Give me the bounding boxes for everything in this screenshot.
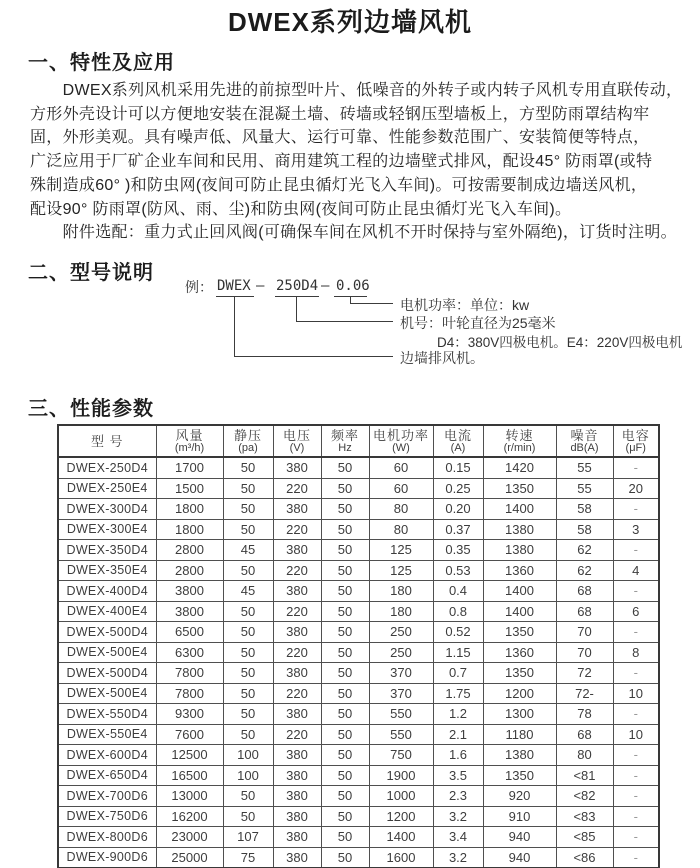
cell-current: 0.15 <box>433 457 483 478</box>
cell-speed: 1360 <box>483 560 556 581</box>
cell-model: DWEX-300D4 <box>58 499 156 520</box>
paragraph-line: 广泛应用于厂矿企业车间和民用、商用建筑工程的边墙壁式排风，配设45° 防雨罩(或特 <box>30 153 653 171</box>
cell-voltage: 220 <box>273 601 321 622</box>
paragraph-line: 方形外壳设计可以方便地安装在混凝土墙、砖墙或轻钢压型墙板上，方型防雨罩结构牢 <box>30 105 650 123</box>
section-heading-model: 二、型号说明 <box>28 262 154 284</box>
table-row <box>58 560 659 581</box>
cell-voltage: 220 <box>273 519 321 540</box>
cell-speed: 940 <box>483 827 556 848</box>
cell-model: DWEX-800D6 <box>58 827 156 848</box>
paragraph-line: 固，外形美观。具有噪声低、风量大、运行可靠、性能参数范围广、安装简便等特点， <box>30 129 650 147</box>
cell-frequency: 50 <box>321 457 369 478</box>
leader-type <box>234 356 393 357</box>
cell-noise: 58 <box>556 519 613 540</box>
table-row <box>58 642 659 663</box>
cell-noise: <85 <box>556 827 613 848</box>
cell-current: 0.8 <box>433 601 483 622</box>
column-unit: (pa) <box>238 441 258 454</box>
column-header <box>273 425 321 457</box>
table-header-row <box>58 425 659 457</box>
cell-airflow: 7800 <box>156 683 223 704</box>
cell-noise: 78 <box>556 704 613 725</box>
cell-noise: 55 <box>556 478 613 499</box>
column-header <box>613 425 659 457</box>
cell-current: 0.35 <box>433 540 483 561</box>
cell-motor-power: 80 <box>369 519 433 540</box>
cell-frequency: 50 <box>321 622 369 643</box>
cell-voltage: 380 <box>273 581 321 602</box>
cell-current: 3.5 <box>433 765 483 786</box>
cell-voltage: 220 <box>273 478 321 499</box>
cell-model: DWEX-900D6 <box>58 847 156 868</box>
cell-motor-power: 1400 <box>369 827 433 848</box>
cell-model: DWEX-500D4 <box>58 622 156 643</box>
cell-model: DWEX-250D4 <box>58 457 156 478</box>
cell-voltage: 380 <box>273 540 321 561</box>
cell-current: 1.6 <box>433 745 483 766</box>
cell-model: DWEX-550D4 <box>58 704 156 725</box>
column-header <box>58 425 156 457</box>
table-row <box>58 847 659 868</box>
paragraph-line: 附件选配：重力式止回风阀(可确保车间在风机不开时保持与室外隔绝)，订货时注明。 <box>30 224 677 242</box>
cell-noise: 68 <box>556 601 613 622</box>
cell-capacitor: 3 <box>613 519 659 540</box>
cell-model: DWEX-500D4 <box>58 663 156 684</box>
table-row <box>58 827 659 848</box>
column-title: 静压 <box>233 427 262 443</box>
cell-airflow: 3800 <box>156 601 223 622</box>
cell-airflow: 16500 <box>156 765 223 786</box>
table-row <box>58 622 659 643</box>
cell-voltage: 380 <box>273 806 321 827</box>
cell-capacitor: - <box>613 806 659 827</box>
model-example-power: 0.06 <box>336 278 370 294</box>
column-unit: (V) <box>289 441 305 454</box>
cell-noise: 62 <box>556 540 613 561</box>
cell-static-pressure: 50 <box>223 601 273 622</box>
cell-noise: 68 <box>556 724 613 745</box>
cell-speed: 1380 <box>483 540 556 561</box>
page-title: DWEX系列边墙风机 <box>227 7 472 37</box>
cell-model: DWEX-650D4 <box>58 765 156 786</box>
cell-model: DWEX-350D4 <box>58 540 156 561</box>
cell-airflow: 2800 <box>156 540 223 561</box>
cell-static-pressure: 75 <box>223 847 273 868</box>
cell-voltage: 380 <box>273 827 321 848</box>
cell-motor-power: 125 <box>369 560 433 581</box>
cell-capacitor: - <box>613 622 659 643</box>
column-unit: (r/min) <box>503 441 536 454</box>
cell-motor-power: 750 <box>369 745 433 766</box>
cell-voltage: 220 <box>273 724 321 745</box>
cell-model: DWEX-700D6 <box>58 786 156 807</box>
cell-voltage: 380 <box>273 847 321 868</box>
cell-model: DWEX-250E4 <box>58 478 156 499</box>
cell-static-pressure: 100 <box>223 745 273 766</box>
cell-current: 0.20 <box>433 499 483 520</box>
cell-motor-power: 1000 <box>369 786 433 807</box>
column-title: 转速 <box>505 427 534 443</box>
cell-current: 3.4 <box>433 827 483 848</box>
column-title: 型 号 <box>90 433 124 449</box>
cell-capacitor: - <box>613 745 659 766</box>
underline-series <box>216 296 254 297</box>
cell-current: 1.2 <box>433 704 483 725</box>
cell-motor-power: 250 <box>369 622 433 643</box>
cell-speed: 1350 <box>483 478 556 499</box>
cell-noise: <86 <box>556 847 613 868</box>
section-heading-features: 一、特性及应用 <box>28 52 175 74</box>
cell-capacitor: 10 <box>613 683 659 704</box>
cell-frequency: 50 <box>321 683 369 704</box>
table-row <box>58 581 659 602</box>
cell-noise: 72- <box>556 683 613 704</box>
cell-capacitor: - <box>613 786 659 807</box>
cell-speed: 1400 <box>483 581 556 602</box>
column-title: 风量 <box>175 427 204 443</box>
cell-model: DWEX-400D4 <box>58 581 156 602</box>
cell-static-pressure: 50 <box>223 704 273 725</box>
cell-voltage: 220 <box>273 683 321 704</box>
column-title: 电流 <box>443 427 472 443</box>
cell-frequency: 50 <box>321 786 369 807</box>
cell-frequency: 50 <box>321 601 369 622</box>
cell-airflow: 2800 <box>156 560 223 581</box>
cell-capacitor: - <box>613 457 659 478</box>
cell-capacitor: 8 <box>613 642 659 663</box>
cell-frequency: 50 <box>321 847 369 868</box>
column-unit: (W) <box>392 441 410 454</box>
cell-frequency: 50 <box>321 724 369 745</box>
cell-current: 1.75 <box>433 683 483 704</box>
cell-frequency: 50 <box>321 704 369 725</box>
cell-airflow: 1800 <box>156 499 223 520</box>
cell-motor-power: 250 <box>369 642 433 663</box>
cell-capacitor: - <box>613 847 659 868</box>
cell-frequency: 50 <box>321 540 369 561</box>
cell-current: 3.2 <box>433 847 483 868</box>
cell-motor-power: 1900 <box>369 765 433 786</box>
callout-motor-power: 电机功率：单位：kw <box>400 297 530 313</box>
cell-noise: 62 <box>556 560 613 581</box>
table-row <box>58 457 659 478</box>
cell-static-pressure: 50 <box>223 499 273 520</box>
cell-speed: 1180 <box>483 724 556 745</box>
cell-model: DWEX-500E4 <box>58 642 156 663</box>
table-row <box>58 683 659 704</box>
cell-speed: 1350 <box>483 663 556 684</box>
cell-airflow: 12500 <box>156 745 223 766</box>
cell-static-pressure: 50 <box>223 683 273 704</box>
cell-capacitor: 20 <box>613 478 659 499</box>
model-example-dash1: — <box>256 278 265 294</box>
cell-frequency: 50 <box>321 642 369 663</box>
cell-motor-power: 180 <box>369 581 433 602</box>
cell-static-pressure: 45 <box>223 581 273 602</box>
cell-noise: 68 <box>556 581 613 602</box>
cell-speed: 940 <box>483 847 556 868</box>
cell-noise: 72 <box>556 663 613 684</box>
leader-power <box>350 303 393 304</box>
cell-model: DWEX-550E4 <box>58 724 156 745</box>
cell-motor-power: 60 <box>369 457 433 478</box>
column-header <box>321 425 369 457</box>
table-row <box>58 806 659 827</box>
cell-motor-power: 125 <box>369 540 433 561</box>
underline-size <box>275 296 319 297</box>
cell-noise: <81 <box>556 765 613 786</box>
column-title: 频率 <box>330 427 359 443</box>
cell-speed: 1200 <box>483 683 556 704</box>
cell-current: 0.37 <box>433 519 483 540</box>
leader-size <box>296 321 393 322</box>
cell-capacitor: 4 <box>613 560 659 581</box>
cell-voltage: 220 <box>273 642 321 663</box>
cell-motor-power: 370 <box>369 663 433 684</box>
cell-current: 0.52 <box>433 622 483 643</box>
cell-current: 0.7 <box>433 663 483 684</box>
cell-speed: 1350 <box>483 622 556 643</box>
callout-fan-type: 边墙排风机。 <box>400 350 484 366</box>
cell-speed: 1380 <box>483 745 556 766</box>
column-header <box>369 425 433 457</box>
cell-airflow: 7600 <box>156 724 223 745</box>
table-row <box>58 786 659 807</box>
cell-model: DWEX-300E4 <box>58 519 156 540</box>
cell-frequency: 50 <box>321 519 369 540</box>
cell-voltage: 380 <box>273 457 321 478</box>
paragraph-line: 殊制造成60° )和防虫网(夜间可防止昆虫循灯光飞入车间)。可按需要制成边墙送风机， <box>30 176 648 194</box>
cell-capacitor: 6 <box>613 601 659 622</box>
model-example-series: DWEX <box>217 278 251 294</box>
column-header <box>156 425 223 457</box>
paragraph-line: DWEX系列风机采用先进的前掠型叶片、低噪音的外转子或内转子风机专用直联传动， <box>30 82 683 99</box>
section-heading-performance: 三、性能参数 <box>28 398 154 420</box>
cell-airflow: 13000 <box>156 786 223 807</box>
cell-frequency: 50 <box>321 663 369 684</box>
cell-voltage: 380 <box>273 663 321 684</box>
table-row <box>58 765 659 786</box>
cell-model: DWEX-350E4 <box>58 560 156 581</box>
cell-capacitor: - <box>613 581 659 602</box>
cell-noise: 80 <box>556 745 613 766</box>
table-row <box>58 663 659 684</box>
cell-model: DWEX-400E4 <box>58 601 156 622</box>
cell-voltage: 380 <box>273 499 321 520</box>
cell-noise: 70 <box>556 622 613 643</box>
cell-noise: <82 <box>556 786 613 807</box>
cell-capacitor: - <box>613 499 659 520</box>
cell-noise: 58 <box>556 499 613 520</box>
column-unit: (A) <box>450 441 466 454</box>
cell-airflow: 6500 <box>156 622 223 643</box>
cell-static-pressure: 50 <box>223 663 273 684</box>
cell-speed: 910 <box>483 806 556 827</box>
cell-frequency: 50 <box>321 478 369 499</box>
cell-capacitor: 10 <box>613 724 659 745</box>
cell-speed: 1350 <box>483 765 556 786</box>
cell-capacitor: - <box>613 765 659 786</box>
cell-noise: <83 <box>556 806 613 827</box>
cell-speed: 1380 <box>483 519 556 540</box>
cell-speed: 1360 <box>483 642 556 663</box>
table-row <box>58 704 659 725</box>
table-row <box>58 745 659 766</box>
cell-static-pressure: 50 <box>223 560 273 581</box>
connector-size-vertical <box>296 296 297 322</box>
cell-frequency: 50 <box>321 806 369 827</box>
cell-static-pressure: 45 <box>223 540 273 561</box>
cell-static-pressure: 50 <box>223 786 273 807</box>
cell-model: DWEX-600D4 <box>58 745 156 766</box>
cell-airflow: 9300 <box>156 704 223 725</box>
callout-motor-variants: D4：380V四极电机。E4：220V四极电机 <box>437 335 683 350</box>
cell-frequency: 50 <box>321 765 369 786</box>
cell-motor-power: 1600 <box>369 847 433 868</box>
features-paragraph <box>30 79 692 245</box>
cell-current: 0.53 <box>433 560 483 581</box>
cell-capacitor: - <box>613 827 659 848</box>
performance-table <box>57 424 660 868</box>
cell-static-pressure: 50 <box>223 642 273 663</box>
cell-static-pressure: 50 <box>223 724 273 745</box>
column-unit: dB(A) <box>570 441 599 454</box>
table-row <box>58 601 659 622</box>
cell-model: DWEX-500E4 <box>58 683 156 704</box>
cell-voltage: 220 <box>273 560 321 581</box>
cell-voltage: 380 <box>273 704 321 725</box>
column-header <box>556 425 613 457</box>
column-unit: (μF) <box>625 441 646 454</box>
cell-voltage: 380 <box>273 622 321 643</box>
table-body <box>58 457 659 868</box>
model-example-size: 250D4 <box>276 278 319 294</box>
cell-static-pressure: 50 <box>223 806 273 827</box>
cell-frequency: 50 <box>321 581 369 602</box>
cell-frequency: 50 <box>321 560 369 581</box>
cell-model: DWEX-750D6 <box>58 806 156 827</box>
connector-series-vertical <box>234 296 235 357</box>
cell-noise: 55 <box>556 457 613 478</box>
cell-airflow: 16200 <box>156 806 223 827</box>
cell-airflow: 23000 <box>156 827 223 848</box>
cell-speed: 1400 <box>483 499 556 520</box>
cell-airflow: 1500 <box>156 478 223 499</box>
table-row <box>58 499 659 520</box>
cell-static-pressure: 107 <box>223 827 273 848</box>
cell-static-pressure: 100 <box>223 765 273 786</box>
table-row <box>58 478 659 499</box>
cell-airflow: 1700 <box>156 457 223 478</box>
cell-current: 2.3 <box>433 786 483 807</box>
cell-current: 1.15 <box>433 642 483 663</box>
table-row <box>58 540 659 561</box>
cell-noise: 70 <box>556 642 613 663</box>
column-header <box>483 425 556 457</box>
cell-frequency: 50 <box>321 827 369 848</box>
cell-motor-power: 370 <box>369 683 433 704</box>
cell-voltage: 380 <box>273 745 321 766</box>
column-title: 电容 <box>621 427 650 443</box>
cell-static-pressure: 50 <box>223 622 273 643</box>
column-unit: (m³/h) <box>174 441 205 454</box>
cell-speed: 1300 <box>483 704 556 725</box>
paragraph-line: 配设90° 防雨罩(防风、雨、尘)和防虫网(夜间可防止昆虫循灯光飞入车间)。 <box>30 200 572 218</box>
table-row <box>58 724 659 745</box>
cell-airflow: 25000 <box>156 847 223 868</box>
model-example-dash2: — <box>321 278 330 294</box>
callout-machine-size: 机号：叶轮直径为25毫米 <box>400 315 556 331</box>
cell-motor-power: 1200 <box>369 806 433 827</box>
cell-capacitor: - <box>613 663 659 684</box>
column-title: 噪音 <box>570 427 599 443</box>
cell-capacitor: - <box>613 704 659 725</box>
cell-static-pressure: 50 <box>223 478 273 499</box>
cell-airflow: 7800 <box>156 663 223 684</box>
column-title: 电机功率 <box>372 427 429 443</box>
column-header <box>433 425 483 457</box>
cell-current: 2.1 <box>433 724 483 745</box>
cell-current: 3.2 <box>433 806 483 827</box>
cell-motor-power: 180 <box>369 601 433 622</box>
column-unit: Hz <box>338 441 352 454</box>
cell-speed: 1420 <box>483 457 556 478</box>
cell-current: 0.4 <box>433 581 483 602</box>
cell-voltage: 380 <box>273 786 321 807</box>
cell-airflow: 6300 <box>156 642 223 663</box>
cell-motor-power: 550 <box>369 724 433 745</box>
model-example-prefix: 例： <box>185 279 213 295</box>
cell-motor-power: 60 <box>369 478 433 499</box>
table-row <box>58 519 659 540</box>
cell-motor-power: 550 <box>369 704 433 725</box>
cell-voltage: 380 <box>273 765 321 786</box>
column-header <box>223 425 273 457</box>
cell-capacitor: - <box>613 540 659 561</box>
cell-speed: 1400 <box>483 601 556 622</box>
cell-static-pressure: 50 <box>223 457 273 478</box>
cell-airflow: 1800 <box>156 519 223 540</box>
cell-current: 0.25 <box>433 478 483 499</box>
cell-static-pressure: 50 <box>223 519 273 540</box>
cell-frequency: 50 <box>321 499 369 520</box>
cell-airflow: 3800 <box>156 581 223 602</box>
cell-frequency: 50 <box>321 745 369 766</box>
cell-speed: 920 <box>483 786 556 807</box>
cell-motor-power: 80 <box>369 499 433 520</box>
column-title: 电压 <box>282 427 311 443</box>
